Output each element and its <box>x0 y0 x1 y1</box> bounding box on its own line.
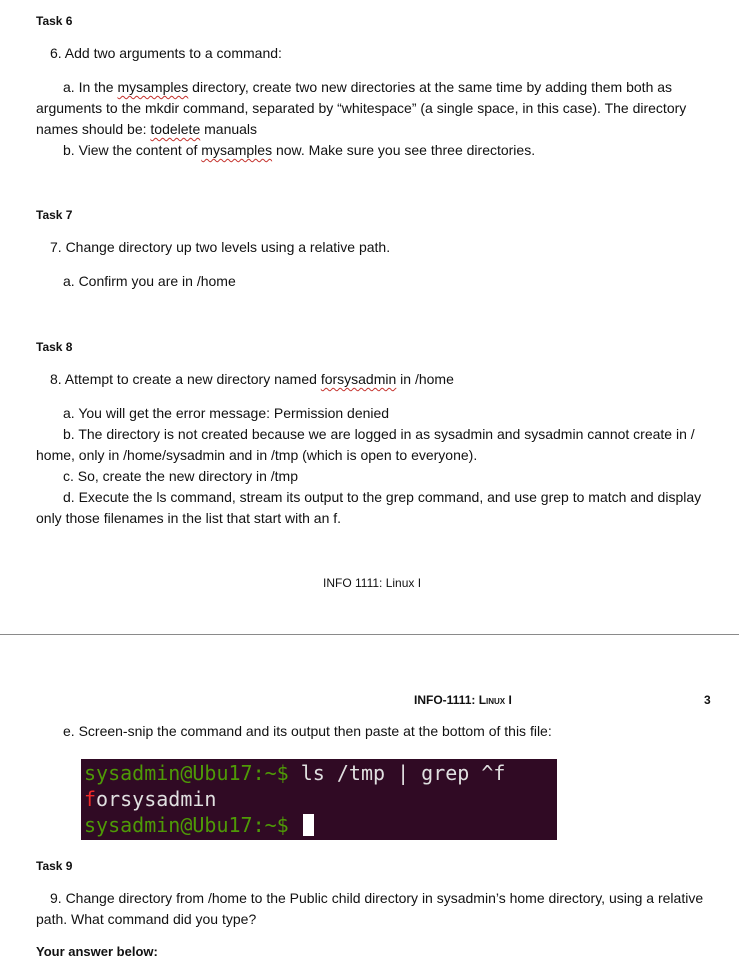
task6-a-prefix: a. In the <box>63 79 118 95</box>
task8-b-line2: home, only in /home/sysadmin and in /tmp (which is open to everyone). <box>36 447 478 463</box>
header-title: Linux I <box>478 693 512 707</box>
terminal-prompt: sysadmin@Ubu17:~$ <box>84 761 289 785</box>
spellcheck-word: mysamples <box>117 79 189 95</box>
task8-d-line2: only those filenames in the list that start with an f. <box>36 510 342 526</box>
task6-heading: Task 6 <box>36 14 73 28</box>
task9-line1: 9. Change directory from /home to the Public child directory in sysadmin’s home directory, using a relative <box>50 890 704 906</box>
task6-b-suffix: now. Make sure you see three directories. <box>272 142 536 158</box>
task8-d-line1: d. Execute the ls command, stream its output to the grep command, and use grep to match and display <box>63 489 702 505</box>
task6-a-line3-prefix: names should be: <box>36 121 151 137</box>
page-number: 3 <box>704 693 711 707</box>
answer-label: Your answer below: <box>36 944 158 959</box>
terminal-cursor <box>303 814 314 836</box>
task6-a-line2: arguments to the mkdir command, separated by “whitespace” (a single space, in this case). The directory <box>36 100 687 116</box>
terminal-line-1 <box>84 760 554 786</box>
terminal-line-3 <box>84 812 554 838</box>
spellcheck-word: mysamples <box>201 142 273 158</box>
task8-intro-suffix: in /home <box>396 371 454 387</box>
header-course: INFO-1111: <box>414 693 479 707</box>
task6-a-line3-suffix: manuals <box>200 121 258 137</box>
task7-intro: 7. Change directory up two levels using a relative path. <box>50 239 391 255</box>
grep-output-rest: orsysadmin <box>96 787 217 811</box>
page-footer: INFO 1111: Linux I <box>323 576 422 590</box>
task8-c: c. So, create the new directory in /tmp <box>63 468 298 484</box>
page-separator <box>0 634 739 635</box>
task6-a-suffix: directory, create two new directories at the same time by adding them both as <box>188 79 673 95</box>
task8-intro <box>50 369 454 390</box>
task7-a: a. Confirm you are in /home <box>63 273 236 289</box>
grep-match: f <box>84 787 97 811</box>
task6-a-line1 <box>63 77 672 98</box>
terminal-screenshot <box>81 759 557 840</box>
task8-a: a. You will get the error message: Permission denied <box>63 405 390 421</box>
task6-a-line3 <box>36 119 257 140</box>
spellcheck-word: todelete <box>150 121 201 137</box>
task9-heading: Task 9 <box>36 859 73 873</box>
task8-heading: Task 8 <box>36 340 73 354</box>
terminal-prompt: sysadmin@Ubu17:~$ <box>84 813 289 837</box>
terminal-command: ls /tmp | grep ^f <box>288 761 506 785</box>
terminal-line-2 <box>84 786 554 812</box>
spellcheck-word: forsysadmin <box>320 371 397 387</box>
page-header <box>414 693 512 707</box>
task8-e: e. Screen-snip the command and its output then paste at the bottom of this file: <box>63 723 552 739</box>
task9-line2: path. What command did you type? <box>36 911 257 927</box>
task8-b-line1: b. The directory is not created because we are logged in as sysadmin and sysadmin cannot create in / <box>63 426 695 442</box>
task8-intro-prefix: 8. Attempt to create a new directory named <box>50 371 321 387</box>
task6-b-prefix: b. View the content of <box>63 142 202 158</box>
task7-heading: Task 7 <box>36 208 73 222</box>
task6-intro: 6. Add two arguments to a command: <box>50 45 282 61</box>
task6-b <box>63 140 535 161</box>
